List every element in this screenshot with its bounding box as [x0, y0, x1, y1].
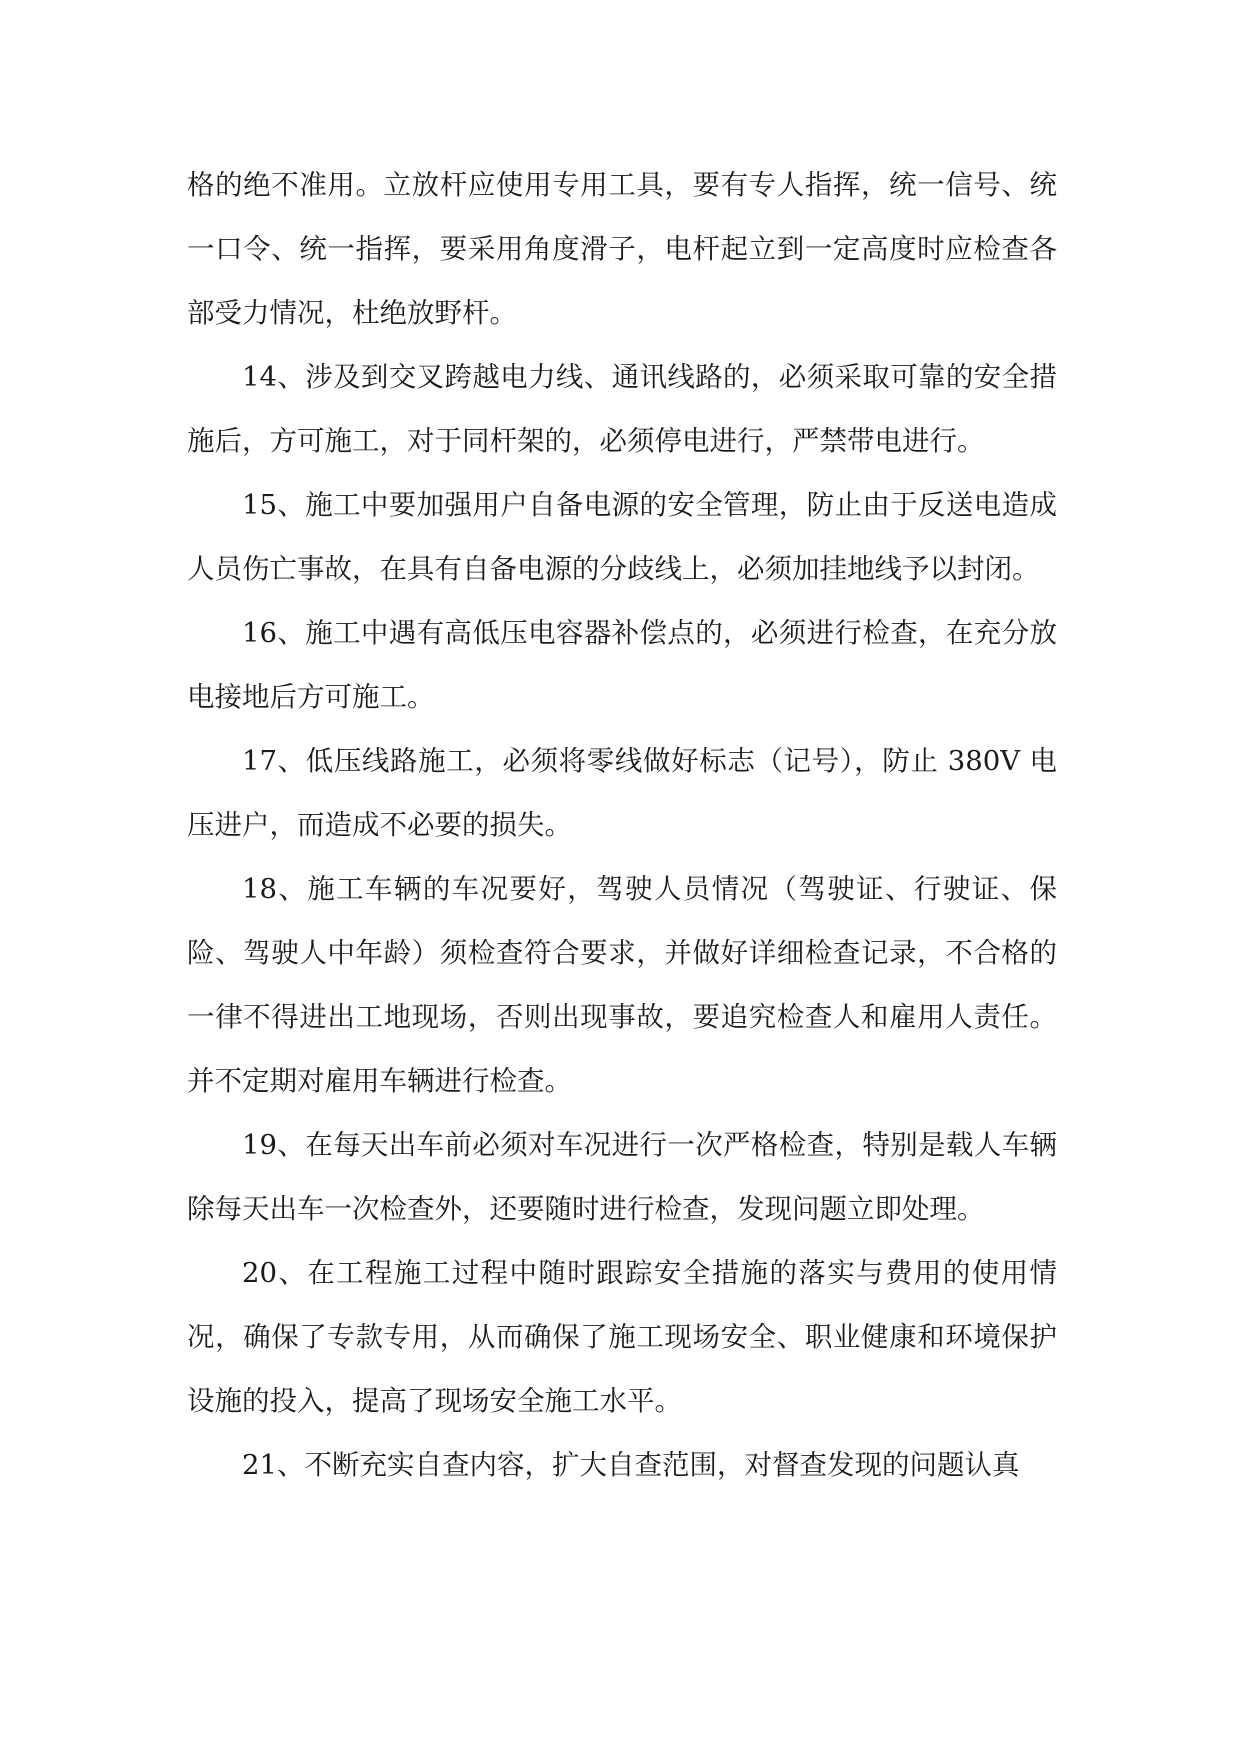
- paragraph-continuation: 格的绝不准用。立放杆应使用专用工具，要有专人指挥，统一信号、统一口令、统一指挥，要采用角度滑子，电杆起立到一定高度时应检查各部受力情况，杜绝放野杆。: [187, 169, 1057, 329]
- paragraph-item-17: 17、低压线路施工，必须将零线做好标志（记号），防止 380V 电压进户，而造成不必要的损失。: [187, 745, 1057, 841]
- paragraph-item-19: 19、在每天出车前必须对车况进行一次严格检查，特别是载人车辆除每天出车一次检查外，还要随时进行检查，发现问题立即处理。: [187, 1129, 1057, 1225]
- paragraph-item-21: 21、不断充实自查内容，扩大自查范围，对督查发现的问题认真: [242, 1449, 1020, 1481]
- paragraph-item-16: 16、施工中遇有高低压电容器补偿点的，必须进行检查，在充分放电接地后方可施工。: [187, 617, 1057, 713]
- document-body: [187, 153, 1057, 1497]
- paragraph-item-15: 15、施工中要加强用户自备电源的安全管理，防止由于反送电造成人员伤亡事故，在具有自备电源的分歧线上，必须加挂地线予以封闭。: [187, 489, 1057, 585]
- paragraph-item-20: 20、在工程施工过程中随时跟踪安全措施的落实与费用的使用情况，确保了专款专用，从而确保了施工现场安全、职业健康和环境保护设施的投入，提高了现场安全施工水平。: [187, 1257, 1057, 1417]
- paragraph-item-14: 14、涉及到交叉跨越电力线、通讯线路的，必须采取可靠的安全措施后，方可施工，对于同杆架的，必须停电进行，严禁带电进行。: [187, 361, 1057, 457]
- paragraph-item-18: 18、施工车辆的车况要好，驾驶人员情况（驾驶证、行驶证、保险、驾驶人中年龄）须检查符合要求，并做好详细检查记录，不合格的一律不得进出工地现场，否则出现事故，要追究检查人和雇用人责任。并不定期对雇用车辆进行检查。: [187, 873, 1057, 1097]
